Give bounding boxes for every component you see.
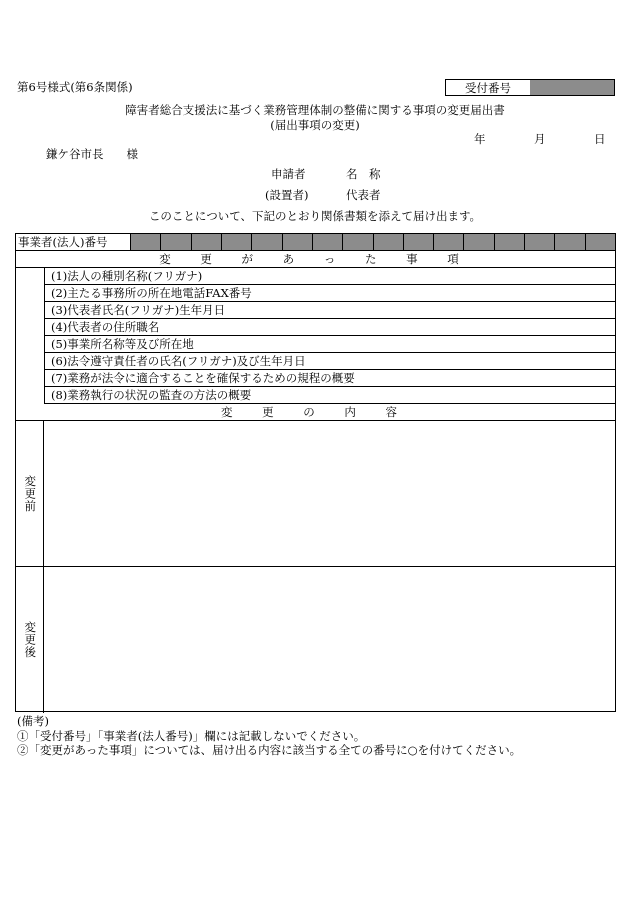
notes-title: (備考) <box>17 714 49 728</box>
business-number-cell[interactable] <box>192 234 222 250</box>
business-number-cell[interactable] <box>374 234 404 250</box>
business-number-cell[interactable] <box>161 234 191 250</box>
after-change-label-cell <box>16 567 44 713</box>
changed-items-heading: 変 更 が あ っ た 事 項 <box>16 251 615 268</box>
business-number-cell[interactable] <box>525 234 555 250</box>
changed-item-row[interactable]: (8)業務執行の状況の監査の方法の概要 <box>44 387 615 404</box>
changed-item-row[interactable]: (6)法令遵守責任者の氏名(フリガナ)及び生年月日 <box>44 353 615 370</box>
business-number-label: 事業者(法人)番号 <box>16 234 131 250</box>
changed-item-row[interactable]: (2)主たる事務所の所在地電話FAX番号 <box>44 285 615 302</box>
business-number-cell[interactable] <box>434 234 464 250</box>
document-title: 障害者総合支援法に基づく業務管理体制の整備に関する事項の変更届出書 <box>125 103 505 117</box>
business-number-cell[interactable] <box>313 234 343 250</box>
changed-item-row[interactable]: (1)法人の種別名称(フリガナ) <box>44 268 615 285</box>
business-number-cell[interactable] <box>131 234 161 250</box>
receipt-number-field[interactable] <box>530 80 614 95</box>
business-number-cell[interactable] <box>555 234 585 250</box>
changed-item-row[interactable]: (7)業務が法令に適合することを確保するための規程の概要 <box>44 370 615 387</box>
receipt-number-box <box>445 79 615 96</box>
business-number-cell[interactable] <box>464 234 494 250</box>
business-number-cell[interactable] <box>343 234 373 250</box>
intro-text: このことについて、下記のとおり関係書類を添えて届け出ます。 <box>148 209 482 223</box>
change-content-heading: 変 更 の 内 容 <box>16 404 615 421</box>
applicant-label: 申請者 <box>271 167 306 181</box>
business-number-cell[interactable] <box>586 234 615 250</box>
before-change-label: 変更前 <box>23 474 38 513</box>
changed-item-row[interactable]: (4)代表者の住所職名 <box>44 319 615 336</box>
before-change-section <box>16 421 615 567</box>
addressee: 鎌ケ谷市長 様 <box>46 147 138 161</box>
changed-item-row[interactable]: (5)事業所名称等及び所在地 <box>44 336 615 353</box>
business-number-cell[interactable] <box>222 234 252 250</box>
business-number-cell[interactable] <box>283 234 313 250</box>
changed-item-row[interactable]: (3)代表者氏名(フリガナ)生年月日 <box>44 302 615 319</box>
note-1: ①「受付番号」「事業者(法人番号)」欄には記載しないでください。 <box>17 729 366 743</box>
business-number-cell[interactable] <box>404 234 434 250</box>
date-year-label: 年 <box>474 132 486 146</box>
business-number-cell[interactable] <box>252 234 282 250</box>
after-change-label: 変更後 <box>23 621 38 659</box>
business-number-cells[interactable] <box>131 234 615 250</box>
before-change-label-cell <box>16 421 44 566</box>
receipt-number-label: 受付番号 <box>446 80 531 95</box>
after-change-section <box>16 567 615 713</box>
date-day-label: 日 <box>594 132 606 146</box>
form-number: 第6号様式(第6条関係) <box>17 80 133 94</box>
document-subtitle: (届出事項の変更) <box>270 118 360 132</box>
installer-label: (設置者) <box>265 188 309 202</box>
note-2: ②「変更があった事項」については、届け出る内容に該当する全ての番号に○を付けてください。 <box>17 743 522 757</box>
applicant-name-label: 名 称 <box>346 167 381 181</box>
representative-label: 代表者 <box>346 188 381 202</box>
business-number-row <box>16 234 615 251</box>
date-month-label: 月 <box>534 132 546 146</box>
business-number-cell[interactable] <box>495 234 525 250</box>
change-form-table <box>15 233 616 712</box>
